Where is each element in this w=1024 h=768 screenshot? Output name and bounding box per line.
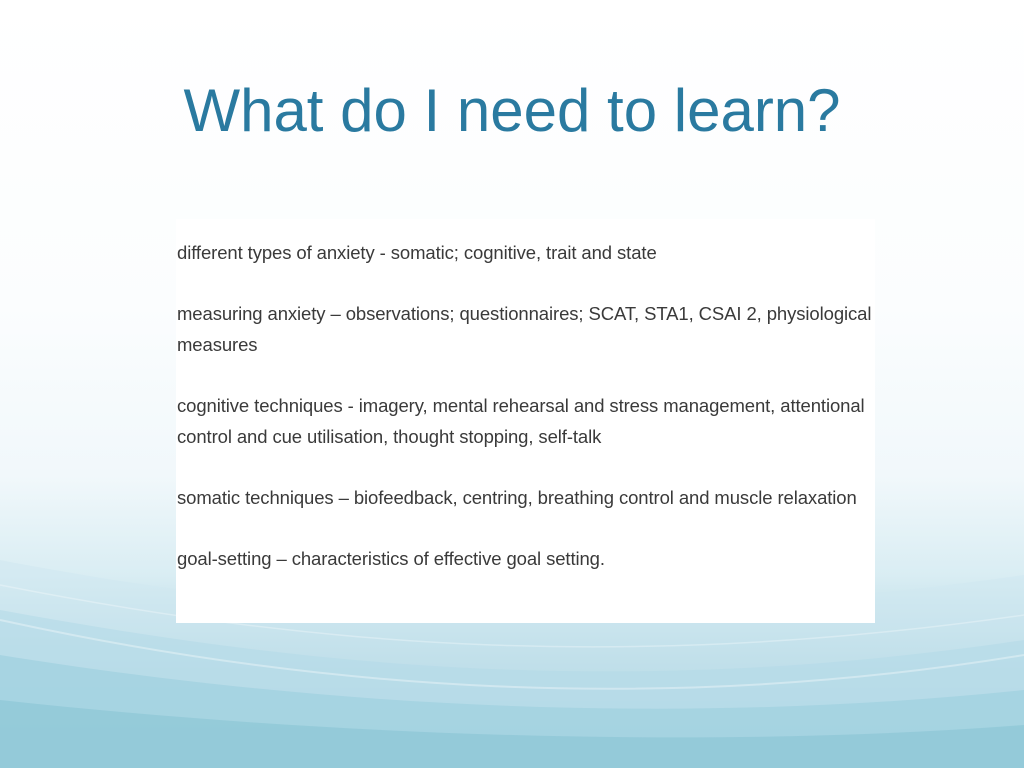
content-box (176, 219, 875, 623)
slide-title: What do I need to learn? (183, 77, 841, 144)
topic-goal-setting: goal-setting – characteristics of effective goal setting. (177, 548, 605, 569)
topic-somatic-techniques: somatic techniques – biofeedback, centring, breathing control and muscle relaxation (177, 487, 857, 508)
topic-cognitive-techniques: cognitive techniques - imagery, mental rehearsal and stress management, attentional control and cue utilisation, thought stopping, self-talk (177, 395, 865, 447)
topic-anxiety-types: different types of anxiety - somatic; cognitive, trait and state (177, 242, 657, 263)
topic-measuring-anxiety: measuring anxiety – observations; questionnaires; SCAT, STA1, CSAI 2, physiological measures (177, 303, 872, 355)
